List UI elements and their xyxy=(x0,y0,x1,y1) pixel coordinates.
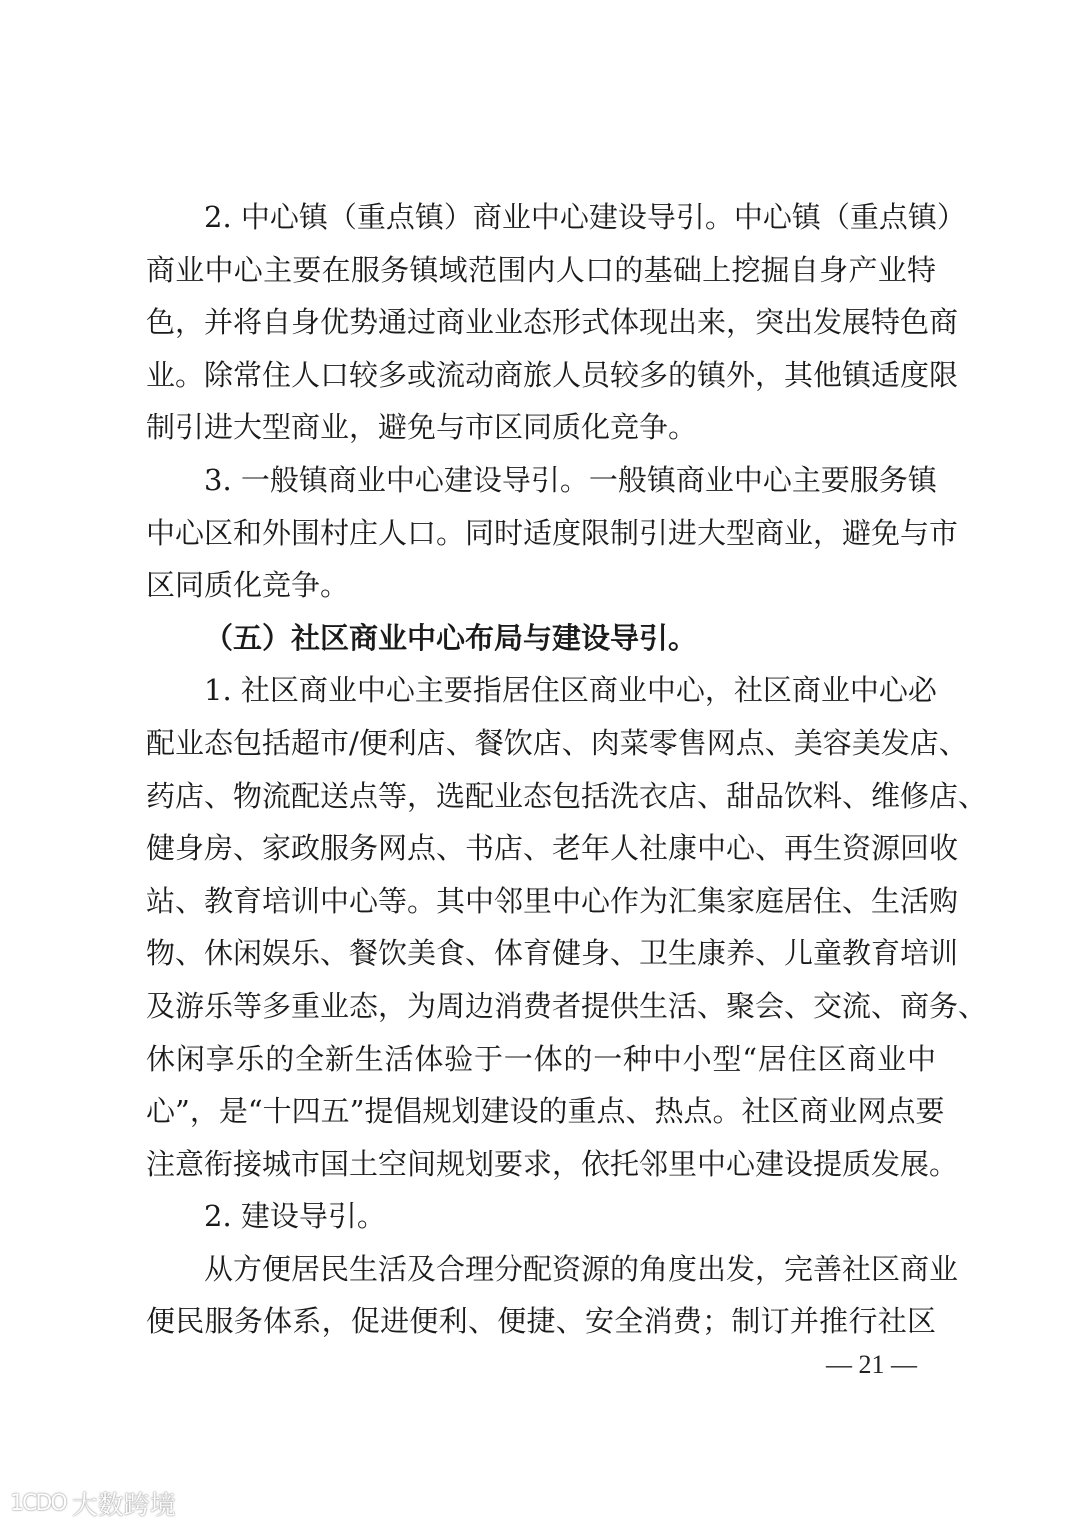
text-line: 便民服务体系，促进便利、便捷、安全消费；制订并推行社区 xyxy=(146,1304,936,1339)
text-line: 配业态包括超市/便利店、餐饮店、肉菜零售网点、美容美发店、 xyxy=(146,725,968,760)
text-line: 区同质化竞争。 xyxy=(146,568,350,603)
document-body xyxy=(146,191,988,1348)
text-line: 站、教育培训中心等。其中邻里中心作为汇集家庭居住、生活购 xyxy=(146,883,959,918)
text-line: 商业中心主要在服务镇域范围内人口的基础上挖掘自身产业特 xyxy=(146,252,936,287)
watermark-logo-icon: 1CDO xyxy=(10,1491,66,1516)
text-line: 2. 中心镇（重点镇）商业中心建设导引。中心镇（重点镇） xyxy=(204,200,966,234)
text-line: 2. 建设导引。 xyxy=(204,1199,386,1234)
text-line: 物、休闲娱乐、餐饮美食、体育健身、卫生康养、儿童教育培训 xyxy=(146,936,959,971)
text-line: 从方便居民生活及合理分配资源的角度出发，完善社区商业 xyxy=(204,1251,959,1286)
text-line: 业。除常住人口较多或流动商旅人员较多的镇外，其他镇适度限 xyxy=(146,357,959,392)
watermark-text: 大数跨境 xyxy=(71,1491,176,1521)
section-heading: （五）社区商业中心布局与建设导引。 xyxy=(204,620,698,655)
text-line: 心”，是“十四五”提倡规划建设的重点、热点。社区商业网点要 xyxy=(146,1094,945,1129)
text-line: 中心区和外围村庄人口。同时适度限制引进大型商业，避免与市 xyxy=(146,515,959,550)
text-line: 及游乐等多重业态，为周边消费者提供生活、聚会、交流、商务、 xyxy=(146,988,988,1023)
watermark xyxy=(10,1485,176,1522)
text-line: 3. 一般镇商业中心建设导引。一般镇商业中心主要服务镇 xyxy=(204,462,937,497)
text-line: 健身房、家政服务网点、书店、老年人社康中心、再生资源回收 xyxy=(146,831,959,866)
text-line: 注意衔接城市国土空间规划要求，依托邻里中心建设提质发展。 xyxy=(146,1146,959,1181)
text-line: 制引进大型商业，避免与市区同质化竞争。 xyxy=(146,410,698,445)
page-number: — 21 — xyxy=(826,1350,917,1379)
text-line: 色，并将自身优势通过商业业态形式体现出来，突出发展特色商 xyxy=(146,305,959,340)
text-line: 药店、物流配送点等，选配业态包括洗衣店、甜品饮料、维修店、 xyxy=(146,778,988,813)
text-line: 休闲享乐的全新生活体验于一体的一种中小型“居住区商业中 xyxy=(146,1041,936,1076)
text-line: 1. 社区商业中心主要指居住区商业中心，社区商业中心必 xyxy=(204,673,937,708)
